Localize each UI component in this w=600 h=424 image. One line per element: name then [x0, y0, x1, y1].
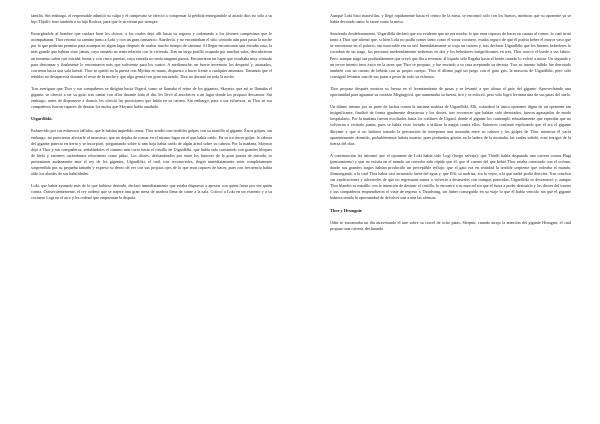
- paragraph: familia. Sin embargo, el responsable admitió su culpa y el campesino se ofreció a compensar la pérdida entregándole al airado dios no sólo a su hijo Thjálfi, sino también a su hija Roskva, para que le sirvieran por siempre.: [31, 13, 272, 25]
- right-column: [330, 13, 571, 238]
- section-heading: Thor y Hrungnir.: [330, 207, 363, 213]
- paragraph: Odín se encontraba un día atravesando el aire sobre su corcel de ocho patas, Sleipnir, cuando atrajo la atención del gigante Hrungnir, el cual propuso una carrera, declarando: [330, 219, 571, 231]
- left-column: [31, 13, 272, 207]
- paragraph: A continuación les informó que el oponente de Loki había sido Logi (fuego salvaje), que Thialfi había disputado una carrera contra Hugi (pensamiento) y que no existía en el mundo un corredor más rápido que él; que el cuerno del que bebió Thor estaba conectado con el océano, donde sus grandes tragos habían producido un perceptible reflujo; que el gato era en realidad la terrible serpiente que rodeaba el mundo, Jörmungandr, a la cual Thor había casi arrancado fuera del agua y, que Elli, su nodriza, era la vejez, a la que nadie podía derrotar. Tras concluir sus explicaciones y advertirles de que no regresaran nunca o volvería a destruirlos con trampas parecidas, Utgardlóki se desvaneció y, aunque Thor blandió su martillo con la intención de destruir el castillo, lo encontró a su merced sin que él fuera a poder destruirlo y los dioses del trueno y sus compañeros emprendieron el viaje de regreso a Thrudvang, sin haber conseguido en su viaje lo que él había vencido sin que el gigante hubiera tenido la oportunidad de devolver una a una las ofensas.: [330, 152, 571, 201]
- paragraph: Tras averiguar que Thor y sus compañeros se dirigían hacia Utgard, como se llamaba el reino de los gigantes, Skrymir, que así se llamaba el gigante, se ofreció a ser su guía; tras cantar con ellos durante todo el día, les llevó al anochecer a un lugar donde los propuso descansar. Sin embargo, antes de disponerse a dormir, les ofreció las provisiones que había en su cartera. Sin embargo, para a sus esfuerzos, ni Thor ni sus compañeros fueron capaces de desatar los nudos que Skrymir había anudado.: [31, 85, 272, 110]
- section-heading: Utgardlóki.: [31, 116, 53, 122]
- paragraph: Sonriendo desdeñosamente, Utgardlóki declaró que era evidente que no era mucho lo que eran capaces de hacer en cuanto al comer, lo cual irritó tanto a Thor que afirmó que, si bien Loki no podía comer tanto como el voraz cocinero, estaba seguro de que él podría beber el mayor vaso que se encontrase en el palacio, tan insaciable era su sed. Inmediatamente se trajo un cuerno y, tras declarar Utgardlóki que los buenos bebedores lo vaciaban de un trago, los personas moderadamente sedientas en dos y los bebedores insignificantes en tres, Thor acercó el borde a sus labios. Pero, aunque tragó tan profundamente que creyó que iba a reventar, al liquido sólo llegaba hasta el borde cuando lo volvió a mirar. Un segundo y un tercer intento tuvo éxito en la tarea que Thor se propuso, y fue enviado a su casa aceptando su derrota. Tras su intento fallido fue derrotado también con un cuerno de bebida con su propio cuerpo. Thor el último jugó un juego con el gato gris, la mascota de Utgardlóki, pero sólo consiguió levantar una de sus patas a pesar de todo su esfuerzo.: [330, 31, 571, 79]
- paragraph: Aunque Loki hizo maravillas, y llegó rápidamente hasta el centro de la mesa, se encontró sólo con los huesos, mientras que su oponente ya se había devorado tanto la carne como la mesa.: [330, 13, 571, 25]
- paragraph: Encargándole al hombre que cuidara bien los chivos, a los cuales dejó allí hasta su regreso y ordenando a los jóvenes campesinos que le acompañaran, Thor retomó su camino junto a Loki y con un gran cansancio. Atardecía, y no encontraban el sitio cómodo aún para pasar la noche por lo que pedirían permiso para acampar en algún lugar después de acabar mucho tiempo de caminar. Al llegar encontraron una extraña casa, la más grande que habían visto jamás, cuyo tamaño no tenía relación con la vivienda. Tras un largo pasillo ocupado por muchas salas, descubrieron un inmenso salón con extraña forma y con cinco puertas, cuya entrada no tenía ninguna puerta. Encontraron un lugar que resultaba muy cómodo para descansar y finalmente lo encontraron más que suficiente para los cuatro. A medianoche, un fuerte terremoto los despertó y, asustados, corrieron hacia una sala lateral. Thor se quedó en la puerta con Mjölnir en mano, dispuesto a hacer frente a cualquier amenaza. Tomando que el temblor no desaparecía durante el resto de la noche y que algo gemía con gran estruendo, Thor no durmió en toda la noche.: [31, 31, 272, 79]
- paragraph: Thor propuso después mostrar su fuerza en el levantamiento de pesas y se levantó a que alzara al gato del gigante. Aprovechando una oportunidad para aguantar su corazón Megingjörd, que aumentaba su fuerza, tiró y se esforzó, pero sólo logró levantar una de sus patas del suelo.: [330, 85, 571, 98]
- paragraph: Loki, que había ayunado más de lo que hubiese deseado, declaró inmediatamente que estaba dispuesto a apostar con quien fuese por ver quién comía. Consecuentemente, el rey ordenó que se trajera una gran mesa de madera llena de carne a la sala. Colocó a Loki en un extremo y a su cocinero Logi en el otro y les ordenó que empezaran la disputa.: [31, 183, 272, 201]
- paragraph: Enfurecido por sus esfuerzos fallidos, que le habían impedido cenar, Thor acudió tras terribles golpes con su martillo al gigante. Éstos golpes, sin embargo, no parecieron afectarle al monstruo, que no dejaba de roncar en el mismo lugar en el que había caído. En su ira tercer golpe, la cabeza del gigante parecía en tierra y se incorporó, preguntando sobre si una hoja había caído de algún árbol sobre su cabeza. Por la mañana, Skrymir dejó a Thor y sus compañeros, señalándoles el camino más corto hasta el castillo de Utgardlóki, que había sido construido con grandes bloques de hielo y enormes carámbanos relucientes como piñas. Los dioses, deslumbrados por entre los barrotes de la gran puerta de entrada, se presentaron audazmente ante el rey de los gigantes, Utgardlóki, el cual, tras reconocerles, fingió inmediatamente estar completamente sorprendido por su pequeño tamaño y expresó su deseo de ver con sus propios ojos de lo que eran capaces de hacer, pues con frecuencia había oído los alardes de sus habilidades.: [31, 128, 272, 177]
- paragraph: Un último intento por su parte de luchar contra la anciana nodriza de Utgardlóki, Elli, consideró la única oponente digna de un oponente tan insignificante, finalizó de forma igualmente desastrosa y los dioses, tras reconocer que habían sido derrotados, fueron agasajados de modo hospitalario. Por la mañana fueron escoltados hasta los confines de Utgard, donde el gigante los contempló educadamente que esperaba que no volvieran a visitarle jamás, pues se había visto forzado a utilizar la magia contra ellos. Entonces continuó explicando que él era el gigante Skrymir y que si no hubiera tomado la precaución de interponer una montaña entre su cabeza y los golpes de Thor, mientras él yacía aparentemente dormido, probablemente habría muerto, pues profundos grietas en la ladera de la montaña, las cuales señaló, eran testigos de la fuerza del dios.: [330, 104, 571, 146]
